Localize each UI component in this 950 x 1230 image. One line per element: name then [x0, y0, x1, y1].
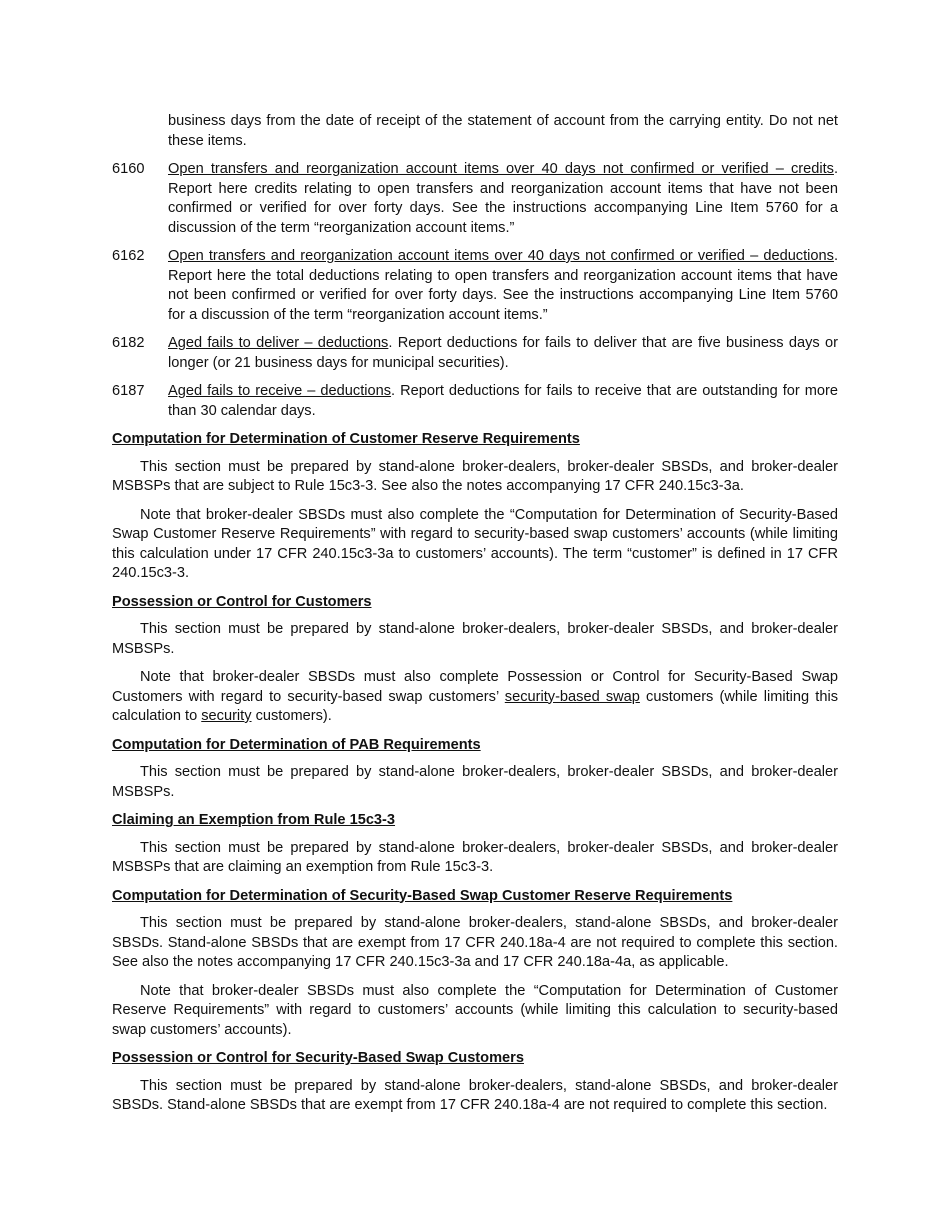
section-heading-exemption: Claiming an Exemption from Rule 15c3-3 — [112, 812, 396, 828]
section-paragraph: This section must be prepared by stand-alone broker-dealers, broker-dealer SBSDs, and broker-dealer MSBSPs that are subject to Rule 15c3-3. See also the notes accompanying 17 CFR 240.15c3-3a. — [112, 458, 838, 494]
line-item-title: Aged fails to receive – deductions — [168, 383, 392, 399]
line-item-title: Aged fails to deliver – deductions — [168, 335, 389, 351]
section-heading-possession-customers: Possession or Control for Customers — [112, 593, 372, 610]
line-item-body — [168, 382, 838, 421]
line-item-body — [168, 247, 838, 325]
document-page — [112, 112, 838, 1125]
underlined-term: security-based swap — [504, 688, 640, 705]
section-paragraph — [112, 668, 838, 727]
line-item-number: 6160 — [112, 161, 145, 177]
section-paragraph: This section must be prepared by stand-alone broker-dealers, broker-dealer SBSDs, and broker-dealer MSBSPs. — [112, 764, 838, 800]
line-item-body — [168, 160, 838, 238]
section-heading-sbs-possession: Possession or Control for Security-Based Swap Customers — [112, 1050, 524, 1066]
paragraph-text: Note that broker-dealer SBSDs must also complete Possession or Control for Security-Based Swap Customers with regard to security-based swap customers’ — [112, 669, 838, 705]
line-item-6162 — [112, 247, 838, 325]
line-item-text: . Report here the total deductions relating to open transfers and reorganization account items that have not been confirmed or verified for over forty days. See the instructions accompanying Line Item 5760 for a discussion of the term “reorganization account items.” — [168, 248, 838, 323]
intro-continuation: business days from the date of receipt of the statement of account from the carrying entity. Do not net these items. — [168, 113, 838, 149]
line-item-number: 6162 — [112, 248, 145, 264]
section-heading-pab: Computation for Determination of PAB Requirements — [112, 736, 481, 753]
line-item-text: . Report deductions for fails to deliver that are five business days or longer (or 21 business days for municipal securities). — [168, 335, 838, 371]
line-item-body — [168, 334, 838, 373]
paragraph-text: customers (while limiting this calculation to — [112, 688, 838, 724]
section-paragraph: This section must be prepared by stand-alone broker-dealers, broker-dealer SBSDs, and broker-dealer MSBSPs. — [112, 621, 838, 657]
section-paragraph: This section must be prepared by stand-alone broker-dealers, stand-alone SBSDs, and broker-dealer SBSDs. Stand-alone SBSDs that are exempt from 17 CFR 240.18a-4 are not required to complete this section. See also the notes accompanying 17 CFR 240.15c3-3a and 17 CFR 240.18a-4a, as applicable. — [112, 915, 838, 970]
line-item-6187 — [112, 382, 838, 421]
underlined-term: security — [201, 708, 252, 724]
section-paragraph: Note that broker-dealer SBSDs must also complete the “Computation for Determination of Security-Based Swap Customer Reserve Requirements” with regard to security-based swap customers’ accounts (while limiting this calculation under 17 CFR 240.15c3-3a to customers’ accounts). The term “customer” is defined in 17 CFR 240.15c3-3. — [112, 506, 838, 581]
line-item-6182 — [112, 334, 838, 373]
line-item-number: 6187 — [112, 383, 145, 399]
line-item-number: 6182 — [112, 335, 145, 351]
line-item-title: Open transfers and reorganization account items over 40 days not confirmed or verified – deductions — [168, 248, 834, 264]
section-paragraph: This section must be prepared by stand-alone broker-dealers, stand-alone SBSDs, and broker-dealer SBSDs. Stand-alone SBSDs that are exempt from 17 CFR 240.18a-4 are not required to complete this section. — [112, 1077, 838, 1113]
section-paragraph: This section must be prepared by stand-alone broker-dealers, broker-dealer SBSDs, and broker-dealer MSBSPs that are claiming an exemption from Rule 15c3-3. — [112, 839, 838, 875]
line-item-6160 — [112, 160, 838, 238]
section-paragraph: Note that broker-dealer SBSDs must also complete the “Computation for Determination of Customer Reserve Requirements” with regard to customers’ accounts (while limiting this calculation to security-based swap customers’ accounts). — [112, 982, 838, 1038]
section-heading-customer-reserve: Computation for Determination of Customer Reserve Requirements — [112, 431, 580, 447]
line-item-text: . Report here credits relating to open transfers and reorganization account items that have not been confirmed or verified for over forty days. See the instructions accompanying Line Item 5760 for a discussion of the term “reorganization account items.” — [168, 161, 838, 236]
section-heading-sbs-reserve: Computation for Determination of Security-Based Swap Customer Reserve Requirements — [112, 887, 733, 904]
paragraph-text: customers). — [251, 708, 332, 724]
line-item-text: . Report deductions for fails to receive that are outstanding for more than 30 calendar days. — [168, 383, 838, 419]
line-item-title: Open transfers and reorganization account items over 40 days not confirmed or verified – credits — [168, 161, 834, 177]
